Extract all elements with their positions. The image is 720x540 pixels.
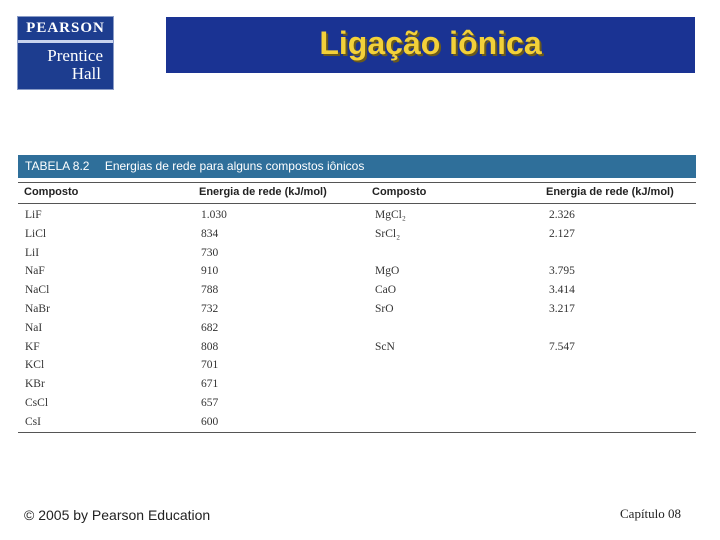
table-cell-compound-right: SrO: [375, 303, 394, 315]
table-cell-energy-left: 701: [201, 359, 219, 372]
table-cell-energy-left: 788: [201, 284, 219, 297]
table-cell-compound-left: KF: [25, 340, 40, 353]
table-cell-energy-right: 3.217: [549, 303, 575, 315]
table-cell-energy-right: 7.547: [549, 340, 575, 353]
table-cell-energy-left: 657: [201, 397, 219, 409]
table-cell-energy-left: 808: [201, 340, 219, 353]
table-cell-energy-left: 910: [201, 265, 219, 278]
table-cell-compound-left: LiI: [25, 246, 40, 259]
table-cell-compound-left: NaI: [25, 321, 43, 334]
table-cell-compound-left: NaBr: [25, 303, 50, 315]
table-cell-energy-left: 600: [201, 415, 219, 428]
copyright-text: © 2005 by Pearson Education: [24, 507, 211, 523]
table-cell-compound-left: KBr: [25, 378, 45, 391]
logo-brand: PEARSON: [26, 20, 105, 36]
logo-line-2: Hall: [71, 64, 101, 83]
table-cell-compound-left: LiCl: [25, 227, 47, 240]
table-bottom-rule: [18, 432, 696, 433]
table-cell-compound-left: CsCl: [25, 397, 49, 409]
logo-line-1: Prentice: [47, 46, 103, 65]
table-cell-energy-right: 3.414: [549, 284, 575, 297]
slide-title: Ligação iônica: [319, 25, 542, 61]
table-number: TABELA 8.2: [25, 159, 90, 173]
header-compound-left: Composto: [24, 186, 79, 198]
table-cell-compound-left: NaCl: [25, 284, 50, 297]
table-cell-compound-right: SrCl₂: [375, 227, 401, 240]
header-rule: [18, 203, 696, 204]
table-cell-compound-right: MgO: [375, 265, 400, 278]
table-cell-energy-left: 682: [201, 321, 219, 334]
table-cell-compound-right: ScN: [375, 340, 395, 353]
header-energy-right: Energia de rede (kJ/mol): [546, 186, 674, 198]
logo-rule: [18, 40, 113, 43]
header-energy-left: Energia de rede (kJ/mol): [199, 186, 327, 198]
table-cell-compound-left: CsI: [25, 415, 41, 428]
chapter-label: Capítulo 08: [620, 506, 682, 521]
table-cell-compound-right: MgCl₂: [375, 209, 406, 221]
table-cell-energy-left: 1.030: [201, 209, 227, 221]
table-caption-text: Energias de rede para alguns compostos iônicos: [104, 159, 365, 173]
table-cell-energy-right: 2.127: [549, 227, 575, 240]
table-cell-energy-right: 2.326: [549, 209, 575, 221]
table-caption: [18, 155, 696, 178]
table-cell-energy-left: 671: [201, 378, 219, 391]
table-cell-compound-left: NaF: [25, 265, 45, 278]
pearson-prentice-hall-logo: [17, 16, 114, 90]
table-cell-energy-left: 730: [201, 246, 219, 259]
table-cell-compound-left: KCl: [25, 359, 45, 372]
table-cell-energy-left: 732: [201, 303, 219, 315]
table-cell-energy-left: 834: [201, 227, 219, 240]
table-cell-compound-right: CaO: [375, 284, 397, 297]
table-cell-compound-left: LiF: [25, 209, 42, 221]
title-bar: [166, 17, 695, 73]
table-top-rule: [18, 182, 696, 183]
table-cell-energy-right: 3.795: [549, 265, 575, 278]
header-compound-right: Composto: [372, 186, 427, 198]
